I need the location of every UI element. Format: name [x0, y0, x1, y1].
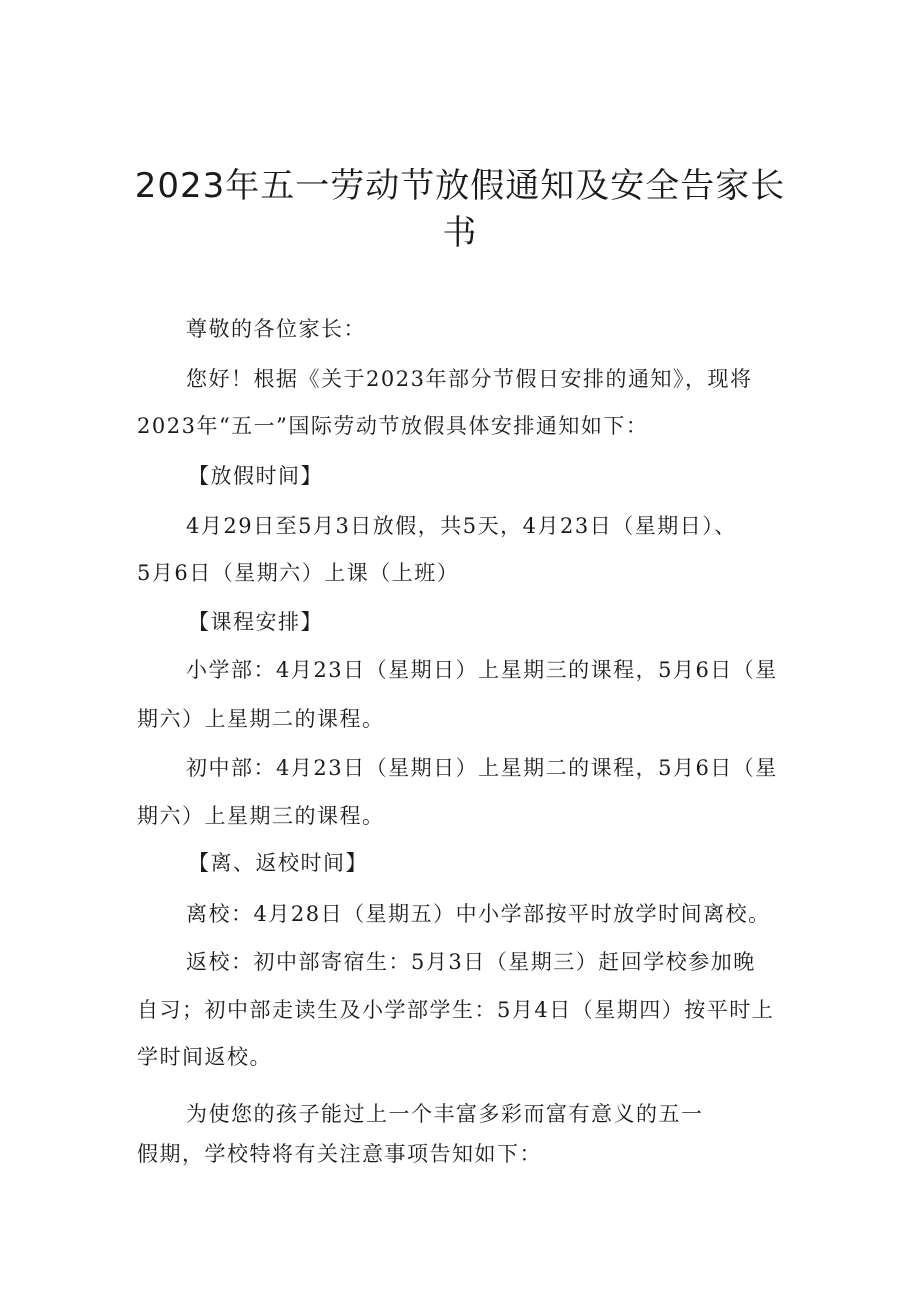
document-title-line-1: 2023年五一劳动节放假通知及安全告家长 [134, 166, 786, 206]
return-school-line-3: 学时间返校。 [137, 1045, 272, 1069]
section-heading-holiday-time: 【放假时间】 [188, 464, 323, 488]
return-school-line-2: 自习；初中部走读生及小学部学生：5月4日（星期四）按平时上 [137, 998, 775, 1022]
section-heading-course-schedule: 【课程安排】 [188, 610, 323, 634]
notice-paragraph-line-2: 假期，学校特将有关注意事项告知如下： [137, 1142, 542, 1166]
holiday-paragraph-line-2: 5月6日（星期六）上课（上班） [137, 561, 460, 585]
section-heading-leave-return-time: 【离、返校时间】 [188, 851, 368, 875]
return-school-line-1: 返校：初中部寄宿生：5月3日（星期三）赶回学校参加晚 [186, 950, 756, 974]
intro-paragraph-line-1: 您好！根据《关于2023年部分节假日安排的通知》，现将 [186, 367, 753, 391]
middle-school-line-2: 期六）上星期三的课程。 [137, 804, 385, 828]
leave-school-line: 离校：4月28日（星期五）中小学部按平时放学时间离校。 [186, 902, 771, 926]
primary-school-line-2: 期六）上星期二的课程。 [137, 707, 385, 731]
primary-school-line-1: 小学部：4月23日（星期日）上星期三的课程，5月6日（星 [186, 658, 778, 682]
intro-paragraph-line-2: 2023年“五一”国际劳动节放假具体安排通知如下： [137, 414, 649, 438]
document-title-line-2: 书 [442, 213, 478, 253]
salutation: 尊敬的各位家长： [186, 317, 366, 341]
notice-paragraph-line-1: 为使您的孩子能过上一个丰富多彩而富有意义的五一 [186, 1102, 704, 1126]
middle-school-line-1: 初中部：4月23日（星期日）上星期二的课程，5月6日（星 [186, 756, 778, 780]
holiday-paragraph-line-1: 4月29日至5月3日放假，共5天，4月23日（星期日）、 [186, 514, 737, 538]
